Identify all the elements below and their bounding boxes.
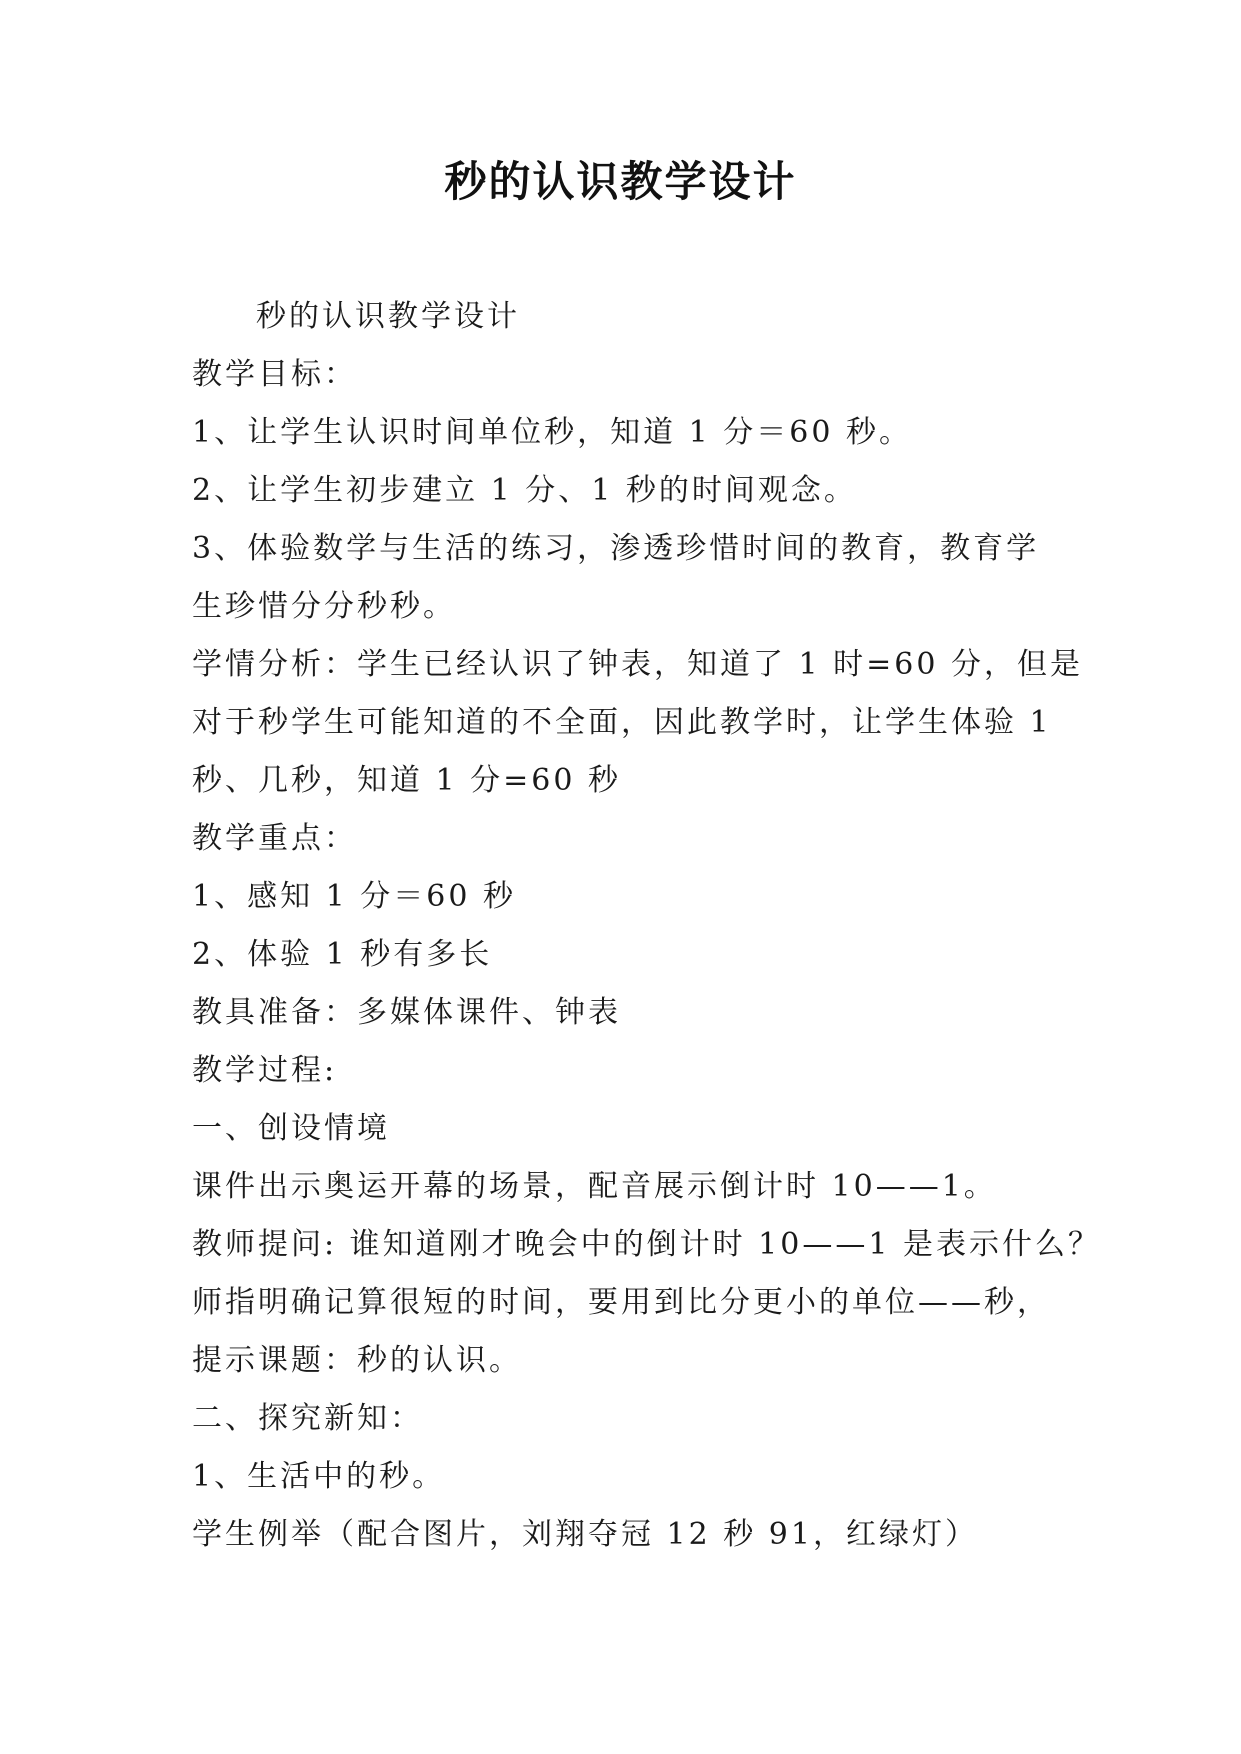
section-1-line-1: 课件出示奥运开幕的场景，配音展示倒计时 10——1。 — [192, 1169, 997, 1204]
document-title: 秒的认识教学设计 — [444, 157, 797, 206]
section-1-line-2: 教师提问: 谁知道刚才晚会中的倒计时 10——1 是表示什么？ — [192, 1227, 1101, 1262]
section-2-item-1: 1、生活中的秒。 — [192, 1459, 446, 1494]
subtitle-line: 秒的认识教学设计 — [256, 299, 520, 334]
analysis-line-3: 秒、几秒，知道 1 分=60 秒 — [192, 763, 622, 798]
goal-3-continued: 生珍惜分分秒秒。 — [192, 589, 456, 624]
key-point-2: 2、体验 1 秒有多长 — [192, 937, 493, 972]
goal-1: 1、让学生认识时间单位秒，知道 1 分＝60 秒。 — [192, 415, 912, 450]
key-point-1: 1、感知 1 分＝60 秒 — [192, 879, 516, 914]
heading-teaching-process: 教学过程: — [192, 1053, 338, 1088]
section-1-heading: 一、创设情境 — [192, 1111, 390, 1146]
goal-2: 2、让学生初步建立 1 分、1 秒的时间观念。 — [192, 473, 857, 508]
teaching-aids: 教具准备：多媒体课件、钟表 — [192, 995, 621, 1030]
section-2-heading: 二、探究新知： — [192, 1401, 423, 1436]
heading-teaching-goals: 教学目标： — [192, 357, 357, 392]
goal-3: 3、体验数学与生活的练习，渗透珍惜时间的教育，教育学 — [192, 531, 1040, 566]
heading-key-points: 教学重点： — [192, 821, 357, 856]
section-1-line-4: 提示课题：秒的认识。 — [192, 1343, 522, 1378]
analysis-line-1: 学情分析：学生已经认识了钟表，知道了 1 时=60 分，但是 — [192, 647, 1084, 682]
document-body — [192, 288, 1101, 1564]
analysis-line-2: 对于秒学生可能知道的不全面，因此教学时，让学生体验 1 — [192, 705, 1052, 740]
section-1-line-3: 师指明确记算很短的时间，要用到比分更小的单位——秒， — [192, 1285, 1050, 1320]
section-2-line-1: 学生例举（配合图片，刘翔夺冠 12 秒 91，红绿灯） — [192, 1517, 978, 1552]
